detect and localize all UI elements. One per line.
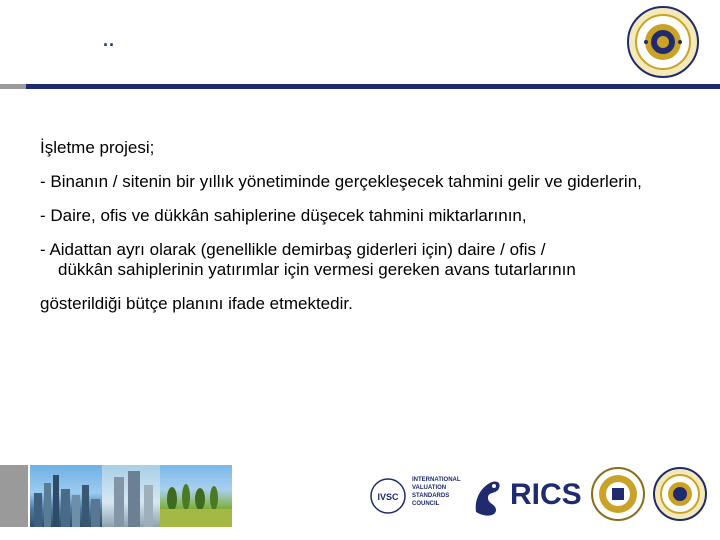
countryside-photo <box>160 465 232 527</box>
list-item-owner-share: - Daire, ofis ve dükkân sahiplerine düşecek tahmini miktarlarının, <box>40 206 527 225</box>
university-seal-logo-small <box>652 466 708 522</box>
ivsc-logo <box>368 470 462 522</box>
list-item-advance-line2: dükkân sahiplerinin yatırımlar için vermesi gereken avans tutarlarının <box>58 260 576 279</box>
tower-photo <box>102 465 160 527</box>
ivsc-abbr: IVSC <box>377 492 399 502</box>
list-item-advance-line1: - Aidattan ayrı olarak (genellikle demirbaş giderleri için) daire / ofis / <box>40 240 546 259</box>
university-seal-logo <box>626 5 700 79</box>
closing-sentence: gösterildiği bütçe planını ifade etmektedir. <box>40 294 353 313</box>
ivsc-full-name: INTERNATIONAL VALUATION STANDARDS COUNCIL <box>412 477 461 507</box>
rics-logo <box>468 472 580 520</box>
header-rule-navy <box>26 84 720 89</box>
title-placeholder-dots: .. <box>103 30 116 50</box>
faculty-seal-logo <box>590 466 646 522</box>
footer-block-gray <box>0 465 28 527</box>
city-skyline-photo <box>30 465 102 527</box>
header-rule-gray <box>0 84 26 89</box>
list-item-income-expense: - Binanın / sitenin bir yıllık yönetiminde gerçekleşecek tahmini gelir ve giderlerin, <box>40 172 642 191</box>
list-item-advance-payment <box>40 240 680 280</box>
slide-body <box>40 138 680 314</box>
rics-label: RICS <box>510 478 582 511</box>
slide-heading: İşletme projesi; <box>40 138 155 157</box>
